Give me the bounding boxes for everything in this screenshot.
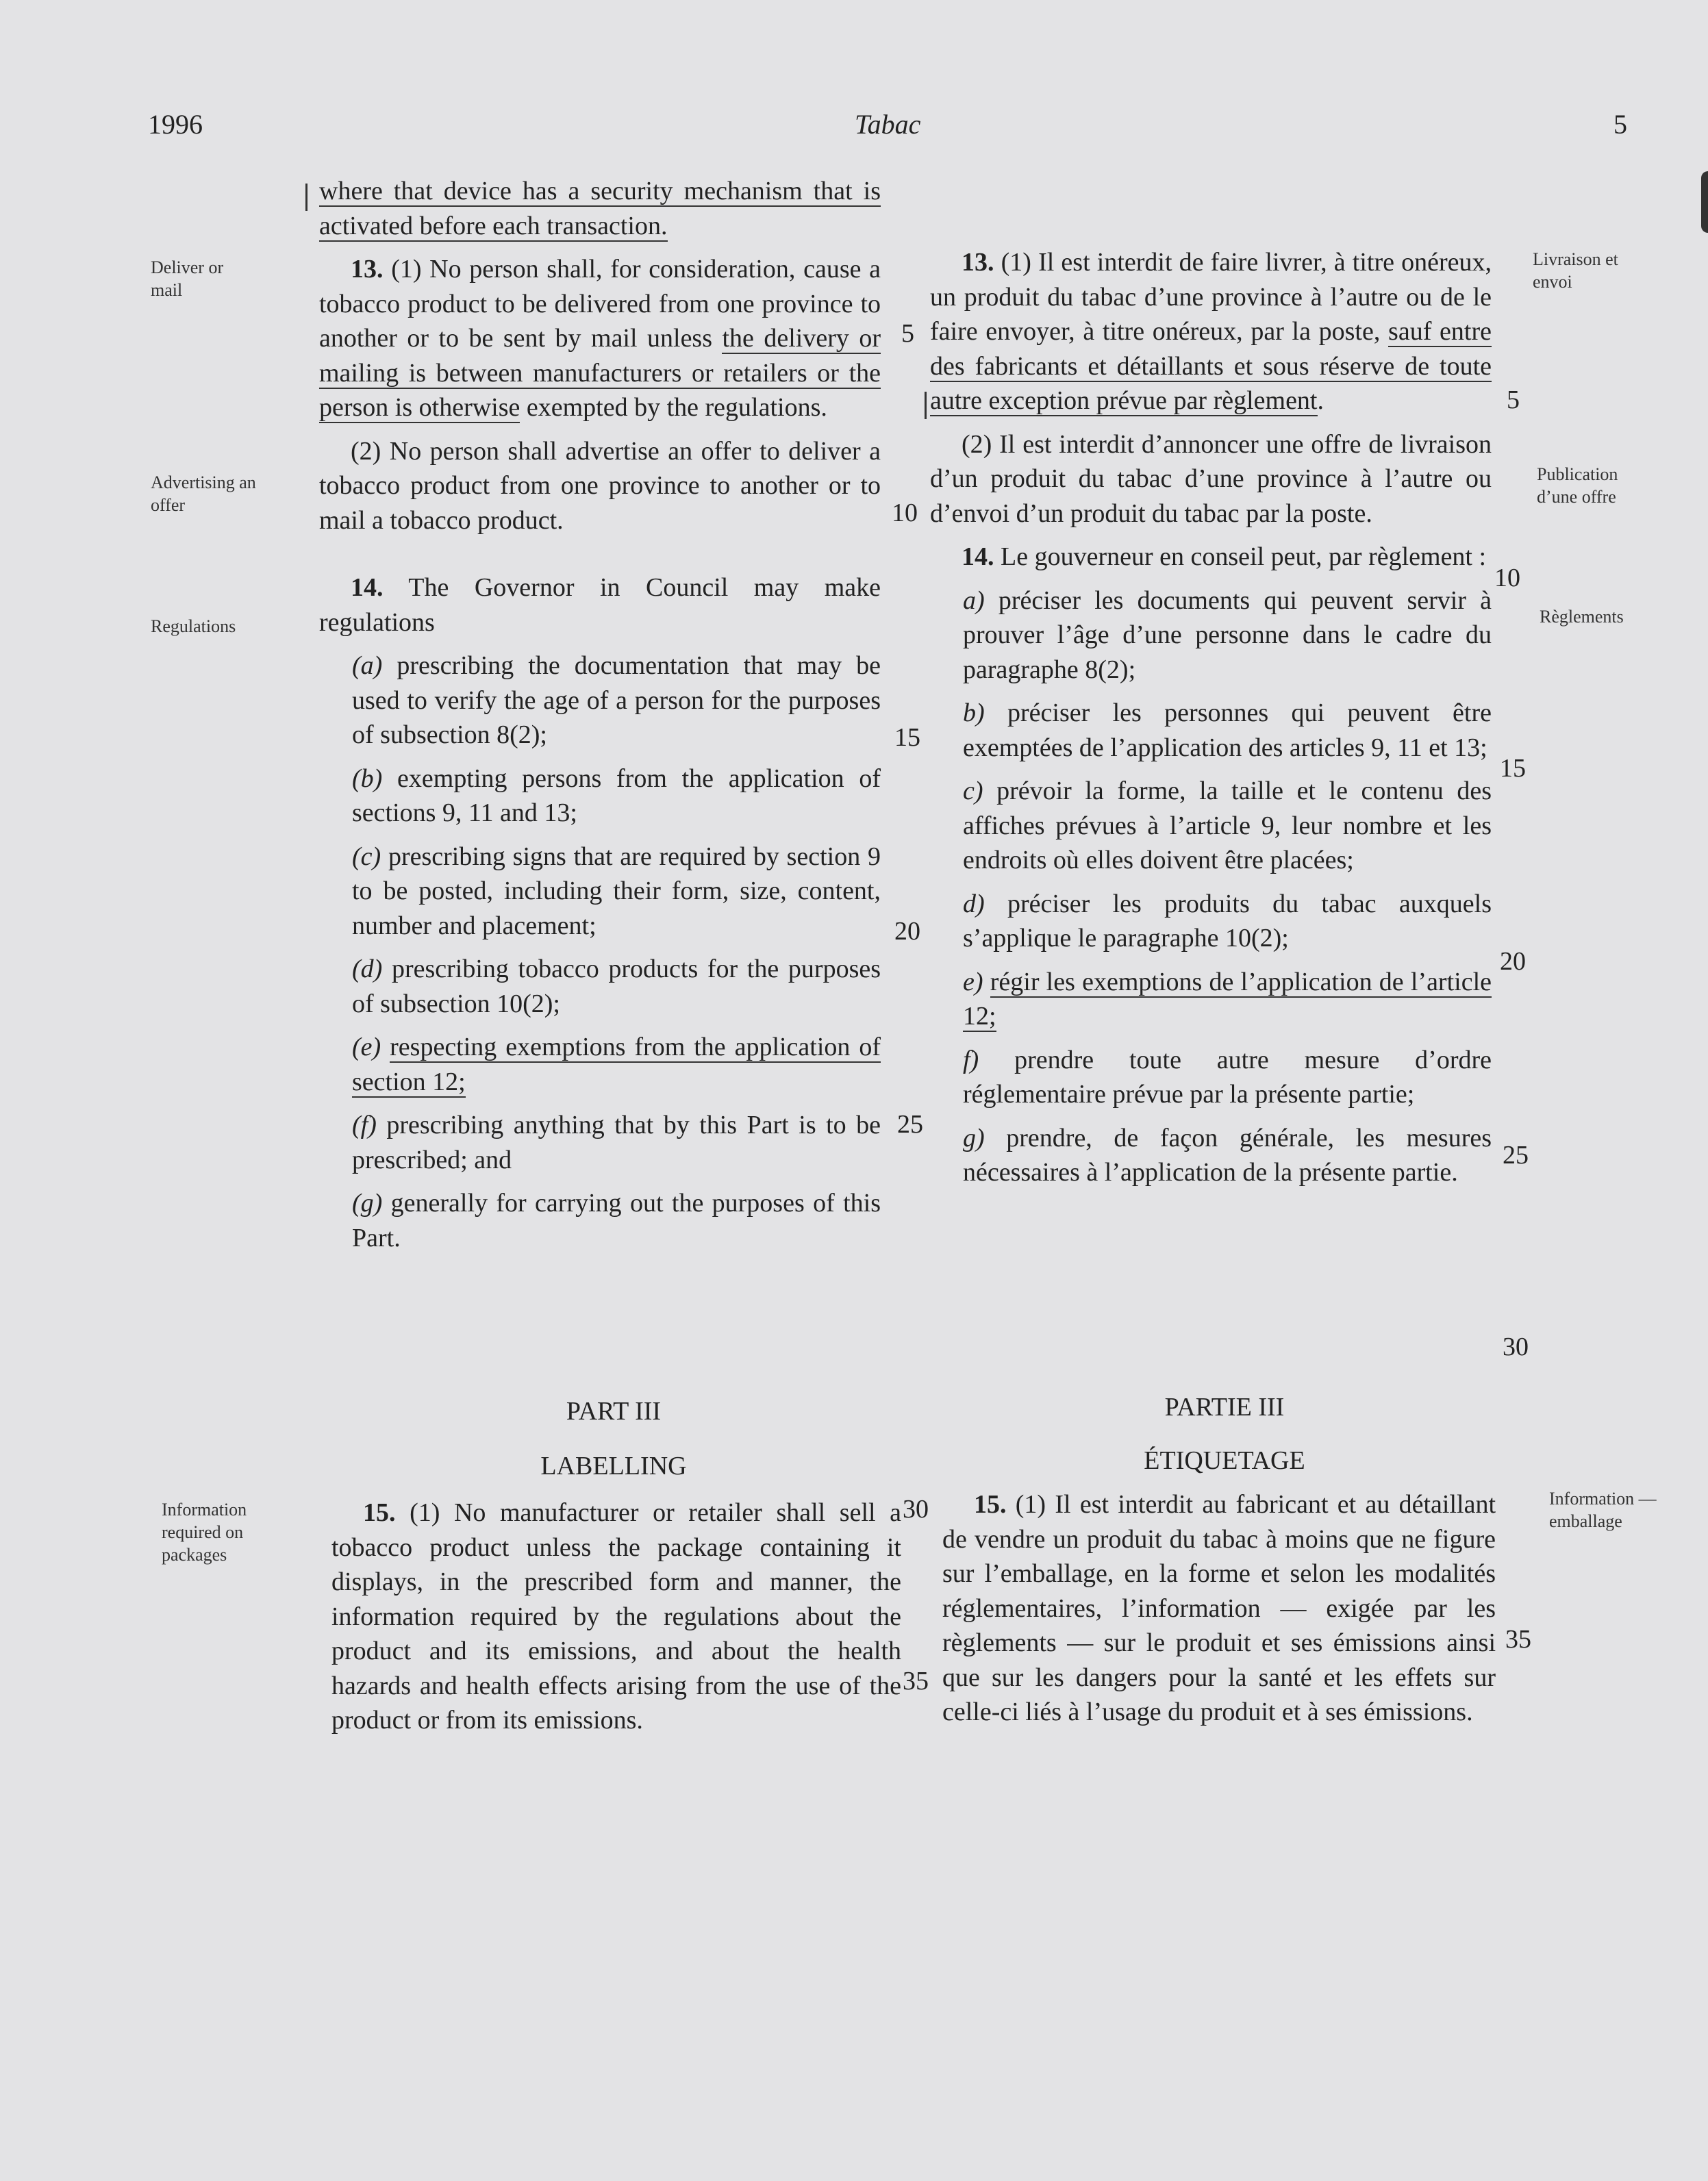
regulation-items-fr bbox=[930, 583, 1492, 1190]
section-15-fr bbox=[942, 1487, 1496, 1730]
list-item bbox=[930, 965, 1492, 1034]
item-label: (a) bbox=[352, 651, 383, 680]
english-column bbox=[319, 174, 881, 1264]
item-label: (b) bbox=[352, 764, 383, 793]
item-text: prendre toute autre mesure d’ordre réglementaire prévue par la présente partie; bbox=[963, 1045, 1492, 1109]
item-text: prescribing the documentation that may be used to verify the age of a person for the purposes of subsection 8(2); bbox=[352, 651, 881, 749]
list-item bbox=[930, 696, 1492, 765]
amended-item-text: régir les exemptions de l’application de l’article 12; bbox=[963, 967, 1492, 1031]
bleed-through bbox=[945, 157, 1507, 190]
list-item bbox=[319, 952, 881, 1021]
text-span: The Governor in Council may make regulations bbox=[319, 573, 881, 637]
text-span: (1) Il est interdit au fabricant et au détaillant de vendre un produit du tabac à moins que ne figure sur l’emballage, en la forme et selon les modalités réglementaires, l’information — exigée par les règlements — sur le produit et ses émissions ainsi que sur les dangers pour la santé et les effets sur celle-ci liés à l’usage du produit et à ses émissions. bbox=[942, 1490, 1496, 1726]
section-14-en bbox=[319, 570, 881, 640]
line-number: 10 bbox=[1494, 564, 1520, 592]
item-label: (g) bbox=[352, 1189, 383, 1218]
margin-note-publication: Publication d’une offre bbox=[1537, 464, 1618, 507]
margin-note-reglements: Règlements bbox=[1540, 607, 1624, 627]
item-text: prendre, de façon générale, les mesures nécessaires à l’application de la présente partie. bbox=[963, 1123, 1492, 1187]
amended-item-text: respecting exemptions from the application of section 12; bbox=[352, 1033, 881, 1096]
regulation-items-en bbox=[319, 648, 881, 1255]
item-text: generally for carrying out the purposes of this Part. bbox=[352, 1189, 881, 1252]
section-number: 14. bbox=[962, 542, 994, 571]
amended-text: the delivery or mailing is between manufacturers or retailers or the person is otherwise bbox=[319, 324, 881, 422]
margin-note-deliver: Deliver or mail bbox=[151, 257, 224, 300]
text-span: Le gouverneur en conseil peut, par règlement : bbox=[1001, 542, 1487, 571]
margin-note-information: Information required on packages bbox=[162, 1500, 247, 1565]
item-label: c) bbox=[963, 777, 983, 805]
list-item bbox=[319, 840, 881, 944]
text-span: (1) Il est interdit de faire livrer, à titre onéreux, un produit du tabac d’une province à l’autre ou de le faire envoyer, à titre onéreux, par la poste, bbox=[930, 248, 1492, 346]
item-text: préciser les documents qui peuvent servir à prouver l’âge d’une personne dans le cadre du paragraphe 8(2); bbox=[963, 585, 1492, 684]
line-number: 5 bbox=[1507, 386, 1520, 414]
part-title-fr: ÉTIQUETAGE bbox=[1144, 1446, 1305, 1475]
part-title-en: LABELLING bbox=[540, 1452, 687, 1480]
item-text: prévoir la forme, la taille et le contenu des affiches prévues à l’article 9, leur nombre et les endroits où elles doivent être placées; bbox=[963, 777, 1492, 874]
section-14-fr bbox=[930, 540, 1492, 575]
list-item bbox=[319, 1030, 881, 1099]
item-text: exempting persons from the application of sections 9, 11 and 13; bbox=[352, 764, 881, 827]
year: 1996 bbox=[148, 109, 203, 140]
line-number: 35 bbox=[1505, 1625, 1531, 1654]
line-number: 15 bbox=[1500, 754, 1526, 783]
item-label: f) bbox=[963, 1045, 979, 1074]
section-number: 13. bbox=[962, 248, 994, 277]
line-number: 25 bbox=[1503, 1141, 1529, 1170]
item-label: (c) bbox=[352, 842, 381, 871]
page-number: 5 bbox=[1613, 109, 1627, 140]
binding-edge bbox=[1701, 171, 1708, 233]
margin-note-advertising: Advertising an offer bbox=[151, 472, 256, 515]
amendment-bar bbox=[925, 392, 927, 419]
running-title: Tabac bbox=[855, 109, 921, 140]
text-span: (1) No manufacturer or retailer shall sell a tobacco product unless the package containing it displays, in the prescribed form and manner, the information required by the regulations about the product and its emissions, and about the health hazards and health effects arising from the use of the product or from its emissions. bbox=[331, 1498, 902, 1735]
item-label: (d) bbox=[352, 955, 383, 983]
section-number: 13. bbox=[351, 255, 384, 283]
line-number: 20 bbox=[1500, 947, 1526, 976]
list-item bbox=[930, 583, 1492, 688]
list-item bbox=[930, 887, 1492, 956]
list-item bbox=[319, 1186, 881, 1255]
section-15-fr-wrap bbox=[942, 1487, 1496, 1739]
item-text: préciser les personnes qui peuvent être exemptées de l’application des articles 9, 11 et 13; bbox=[963, 698, 1492, 762]
item-label: b) bbox=[963, 698, 985, 727]
line-number: 30 bbox=[1503, 1333, 1529, 1361]
text-span: exempted by the regulations. bbox=[520, 393, 827, 422]
section-number: 14. bbox=[351, 573, 384, 602]
line-number: 15 bbox=[894, 723, 920, 752]
line-number: 20 bbox=[894, 917, 920, 946]
section-15-en bbox=[331, 1496, 901, 1738]
item-text: prescribing signs that are required by section 9 to be posted, including their form, size, content, number and placement; bbox=[352, 842, 881, 940]
item-text: prescribing tobacco products for the purposes of subsection 10(2); bbox=[352, 955, 881, 1018]
list-item bbox=[930, 774, 1492, 878]
part-heading-en: PART III bbox=[566, 1397, 662, 1426]
line-number: 35 bbox=[903, 1667, 929, 1695]
item-label: a) bbox=[963, 585, 985, 615]
list-item bbox=[930, 1121, 1492, 1190]
item-label: g) bbox=[963, 1123, 985, 1152]
section-13-2-en: (2) No person shall advertise an offer to deliver a tobacco product from one province to another or to mail a tobacco product. bbox=[319, 436, 881, 535]
list-item bbox=[319, 648, 881, 753]
item-text: préciser les produits du tabac auxquels s’applique le paragraphe 10(2); bbox=[963, 889, 1492, 953]
amended-text: sauf entre des fabricants et détaillants et sous réserve de toute autre exception prévue par règlement bbox=[930, 317, 1492, 415]
line-number: 25 bbox=[897, 1110, 923, 1139]
carryover-paragraph bbox=[319, 174, 881, 243]
section-13-2-fr: (2) Il est interdit d’annoncer une offre de livraison d’un produit du tabac d’une province à l’autre ou d’envoi d’un produit du tabac par la poste. bbox=[930, 429, 1492, 528]
french-column bbox=[930, 245, 1492, 1199]
list-item bbox=[930, 1043, 1492, 1112]
item-label: d) bbox=[963, 889, 985, 918]
margin-note-livraison: Livraison et envoi bbox=[1533, 249, 1618, 292]
text-span: (1) No person shall, for consideration, cause a tobacco product to be delivered from one province to another or to be sent by mail unless bbox=[319, 255, 881, 353]
margin-note-regulations: Regulations bbox=[151, 616, 236, 636]
carryover-text: where that device has a security mechanism that is activated before each transaction. bbox=[319, 177, 881, 240]
section-13-1-fr bbox=[930, 245, 1492, 418]
section-number: 15. bbox=[974, 1490, 1007, 1519]
line-number: 10 bbox=[892, 499, 918, 527]
line-number: 5 bbox=[901, 319, 914, 348]
section-15-en-wrap bbox=[331, 1496, 901, 1747]
text-span: . bbox=[1317, 386, 1324, 415]
item-label: (e) bbox=[352, 1033, 381, 1061]
item-label: e) bbox=[963, 967, 983, 996]
amendment-bar bbox=[305, 184, 307, 211]
item-label: (f) bbox=[352, 1111, 377, 1139]
margin-note-emballage: Information — emballage bbox=[1549, 1489, 1657, 1531]
part-heading-fr: PARTIE III bbox=[1164, 1393, 1285, 1422]
item-text: prescribing anything that by this Part is to be prescribed; and bbox=[352, 1111, 881, 1174]
list-item bbox=[319, 1108, 881, 1177]
line-number: 30 bbox=[903, 1495, 929, 1524]
section-13-1-en bbox=[319, 252, 881, 425]
list-item bbox=[319, 761, 881, 831]
section-number: 15. bbox=[363, 1498, 396, 1527]
